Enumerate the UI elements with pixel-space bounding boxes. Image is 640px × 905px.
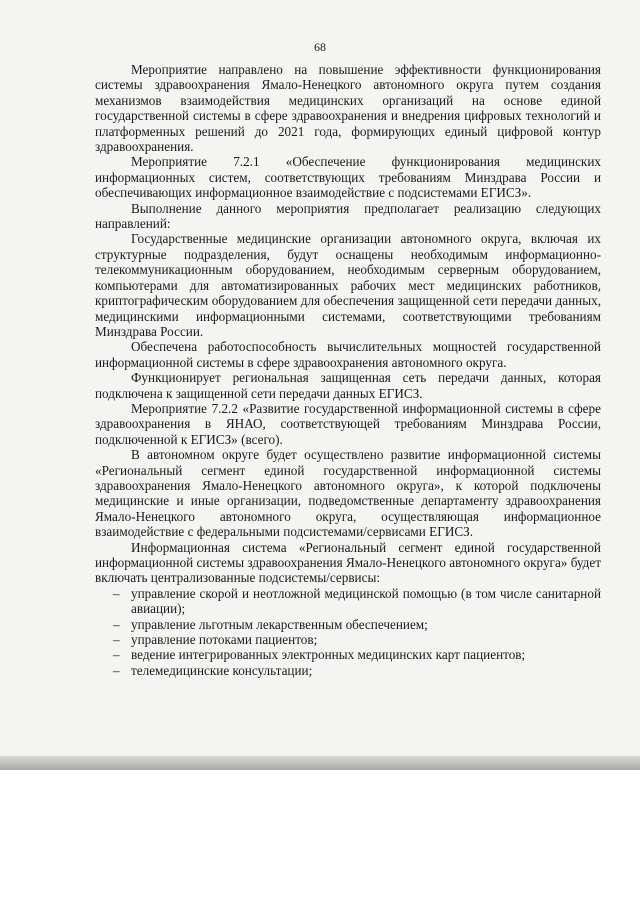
list-item bbox=[95, 617, 601, 632]
paragraph: Обеспечена работоспособность вычислительных мощностей государственной информационной системы в сфере здравоохранения автономного округа. bbox=[95, 339, 601, 370]
list-dash: – bbox=[113, 616, 120, 632]
list-dash: – bbox=[113, 632, 120, 648]
document-body bbox=[95, 62, 601, 678]
paragraph: Мероприятие направлено на повышение эффективности функционирования системы здравоохранения Ямало-Ненецкого автономного округа путем создания механизмов взаимодействия медицинских организаций на основе единой государственной системы в сфере здравоохранения и внедрения цифровых технологий и платформенных решений до 2021 года, формирующих единый цифровой контур здравоохранения. bbox=[95, 62, 601, 155]
scan-edge-shadow bbox=[0, 756, 640, 770]
list-item-text: управление льготным лекарственным обеспечением; bbox=[131, 616, 428, 632]
page-number: 68 bbox=[314, 40, 326, 54]
list-item bbox=[95, 632, 601, 647]
list-item bbox=[95, 586, 601, 617]
paragraph: Функционирует региональная защищенная сеть передачи данных, которая подключена к защищенной сети передачи данных ЕГИСЗ. bbox=[95, 370, 601, 401]
paragraph: Информационная система «Региональный сегмент единой государственной информационной системы здравоохранения Ямало-Ненецкого автономного округа» будет включать централизованные подсистемы/сервисы: bbox=[95, 539, 601, 586]
subsystem-list bbox=[95, 586, 601, 678]
list-dash: – bbox=[113, 662, 120, 678]
list-item-text: управление потоками пациентов; bbox=[131, 632, 318, 648]
paragraph: Мероприятие 7.2.2 «Развитие государственной информационной системы в сфере здравоохранения в ЯНАО, соответствующей требованиям Минздрава России, подключенной к ЕГИСЗ» (всего). bbox=[95, 400, 601, 447]
paragraph: Государственные медицинские организации автономного округа, включая их структурные подразделения, будут оснащены необходимым информационно-телекоммуникационным оборудованием, необходимым серверным оборудованием, компьютерами для автоматизированных рабочих мест медицинских работников, криптографическим оборудованием для обеспечения защищенной сети передачи данных, медицинскими информационными системами, соответствующими требованиям Минздрава России. bbox=[95, 231, 601, 339]
list-dash: – bbox=[113, 585, 120, 601]
paragraph: В автономном округе будет осуществлено развитие информационной системы «Региональный сегмент единой государственной информационной системы здравоохранения Ямало-Ненецкого автономного округа», к которой подключены медицинские и иные организации, подведомственные департаменту здравоохранения Ямало-Ненецкого автономного округа, осуществляющая информационное взаимодействие с федеральными подсистемами/сервисами ЕГИСЗ. bbox=[95, 447, 601, 540]
paragraph: Мероприятие 7.2.1 «Обеспечение функционирования медицинских информационных систем, соответствующих требованиям Минздрава России и обеспечивающих информационное взаимодействие с подсистемами ЕГИСЗ». bbox=[95, 154, 601, 201]
list-item-text: ведение интегрированных электронных медицинских карт пациентов; bbox=[131, 647, 526, 663]
paragraph: Выполнение данного мероприятия предполагает реализацию следующих направлений: bbox=[95, 200, 601, 232]
list-item-text: управление скорой и неотложной медицинской помощью (в том числе санитарной авиации); bbox=[131, 585, 601, 617]
list-item bbox=[95, 663, 601, 678]
list-item bbox=[95, 647, 601, 662]
list-dash: – bbox=[113, 647, 120, 663]
list-item-text: телемедицинские консультации; bbox=[131, 662, 313, 678]
